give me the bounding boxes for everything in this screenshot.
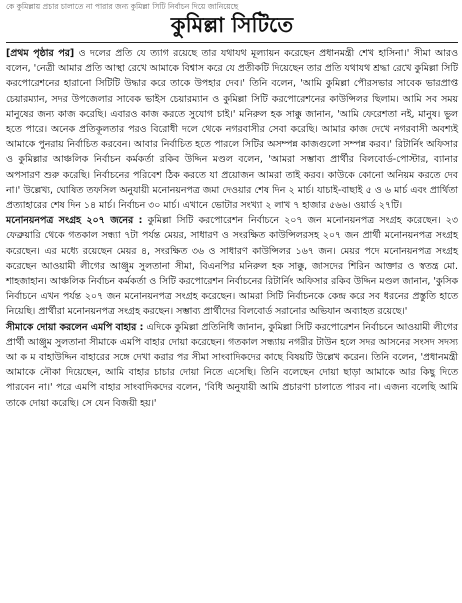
subhead-mp-bahar: সীমাকে দোয়া করলেন এমপি বাহার :	[6, 321, 144, 333]
headline-rule	[6, 42, 458, 43]
subhead-nominations: মনোনয়নপত্র সংগ্রহ ২০৭ জনের :	[6, 215, 143, 227]
paragraph-continuation	[6, 46, 458, 213]
article-body	[6, 46, 458, 411]
cut-off-top-line: কে কুমিল্লায় প্রচার চালাতে না পারার জন্য কুমিল্লা সিটি নির্বাচন দিয়ে জানিয়েছে	[6, 2, 239, 11]
paragraph-mp-bahar	[6, 320, 458, 411]
paragraph-text: ও দলের প্রতি যে ত্যাগ রয়েছে তার যথাযথ মূল্যায়ন করেছেন প্রধানমন্ত্রী শেখ হাসিনা।' সীমা আরও বলেন, 'নেত্রী আমার প্রতি আস্থা রেখে আমাকে বিশ্বাস করে যে প্রতীকটি দিয়েছেন তার প্রতি যথাযথ শ্রদ্ধা রেখে কুমিল্লা সিটি করপোরেশনের হারানো সিটিটি উদ্ধার করে তাকে উপহার দেব।' তিনি বলেন, 'আমি কুমিল্লা পৌরসভার সাবেক ভারপ্রাপ্ত চেয়ারম্যান, সদর উপজেলার সাবেক ভাইস চেয়ারম্যান ও কুমিল্লা সিটি করপোরেশনের কাউন্সিলর ছিলাম। আমি সব সময় মানুষের জন্য কাজ করেছি। এবারও কাজ করতে সুযোগ চাই।' মনিরুল হক সাক্কু জানান, 'আমি ফেরেশতা নই, মানুষ। ভুল হতে পারে। অনেক প্রতিকূলতার পরও বিরোধী দলে থেকে নগরবাসীর সেবা করেছি। আমার কাজ দেখে নগরবাসী অবশ্যই আমাকে পুনরায় নির্বাচিত করবেন। আবার নির্বাচিত হতে পারলে সিটির অসম্পন্ন কাজগুলো সম্পন্ন করব।' রিটার্নিং অফিসার ও কুমিল্লার আঞ্চলিক নির্বাচন কর্মকর্তা রকিব উদ্দিন মণ্ডল বলেন, 'আমরা সম্ভাব্য প্রার্থীর বিলবোর্ড-পোস্টার, ব্যানার অপসারণ শুরু করেছি। নির্বাচনের পরিবেশ ঠিক করতে যা প্রয়োজন আমরা তাই করব। কাউকে কোনো অনিয়ম করতে দেব না।' উল্লেখ্য, ঘোষিত তফসিল অনুযায়ী মনোনয়নপত্র জমা দেওয়ার শেষ দিন ২ মার্চ। যাচাই-বাছাই ৫ ও ৬ মার্চ এবং প্রার্থিতা প্রত্যাহারের শেষ দিন ১৪ মার্চ। নির্বাচন ৩০ মার্চ। এখানে ভোটার সংখ্যা ২ লাখ ৭ হাজার ৫৬৬। ওয়ার্ড ২৭টি।	[6, 48, 458, 212]
headline: কুমিল্লা সিটিতে	[170, 13, 294, 37]
continuation-label: [প্রথম পৃষ্ঠার পর]	[6, 48, 75, 59]
paragraph-nominations	[6, 213, 458, 319]
newspaper-clipping	[6, 2, 458, 602]
paragraph-text: কুমিল্লা সিটি করপোরেশন নির্বাচনে ২০৭ জন মনোনয়নপত্র সংগ্রহ করেছেন। ২৩ ফেব্রুয়ারি থেকে গতকাল সন্ধ্যা ৭টা পর্যন্ত মেয়র, সাধারণ ও সংরক্ষিত কাউন্সিলরসহ ২০৭ জন প্রার্থী মনোনয়নপত্র সংগ্রহ করেছেন। এর মধ্যে রয়েছেন মেয়র ৪, সংরক্ষিত ৩৬ ও সাধারণ কাউন্সিলর ১৬৭ জন। মেয়র পদে মনোনয়নপত্র সংগ্রহ করেছেন আওয়ামী লীগের আঞ্জুম সুলতানা সীমা, বিএনপির মনিরুল হক সাক্কু, জাসদের শিরিন আক্তার ও স্বতন্ত্র মো. শাহজাহান। আঞ্চলিক নির্বাচন কর্মকর্তা ও সিটি করপোরেশন নির্বাচনের রিটার্নিং অফিসার রকিব উদ্দিন মণ্ডল জানান, 'কুসিক নির্বাচনে এখন পর্যন্ত ২০৭ জন মনোনয়নপত্র সংগ্রহ করেছেন। আমরা সিটি নির্বাচনকে কেন্দ্র করে সব ধরনের প্রস্তুতি হাতে নিয়েছি। প্রার্থীরা মনোনয়নপত্র সংগ্রহ করছেন। সম্ভাব্য প্রার্থীদের বিলবোর্ড সরানোর অভিযান অব্যাহত রয়েছে।'	[6, 215, 458, 318]
paragraph-text: এদিকে কুমিল্লা প্রতিনিধি জানান, কুমিল্লা সিটি করপোরেশন নির্বাচনে আওয়ামী লীগের প্রার্থী আঞ্জুম সুলতানা সীমাকে এমপি বাহার দোয়া করেছেন। গতকাল সন্ধ্যায় নগরীর টাউন হলে সদর আসনের সংসদ সদস্য আ ক ম বাহাউদ্দিন বাহারের সঙ্গে দেখা করার পর সীমা সাংবাদিকদের কাছে বিষয়টি উল্লেখ করেন। তিনি বলেন, 'প্রধানমন্ত্রী আমাকে নৌকা দিয়েছেন, আমি বাহার চাচার দোয়া নিতে এসেছি। তিনি বলেছেন দোয়া ছাড়া আমাকে আর কিছু দিতে পারবেন না।' পরে এমপি বাহার সাংবাদিকদের বলেন, 'বিধি অনুযায়ী আমি প্রচারণা চালাতে পারব না। এজন্য বলেছি আমি তাকে দোয়া করেছি। সে যেন বিজয়ী হয়।'	[6, 321, 458, 409]
